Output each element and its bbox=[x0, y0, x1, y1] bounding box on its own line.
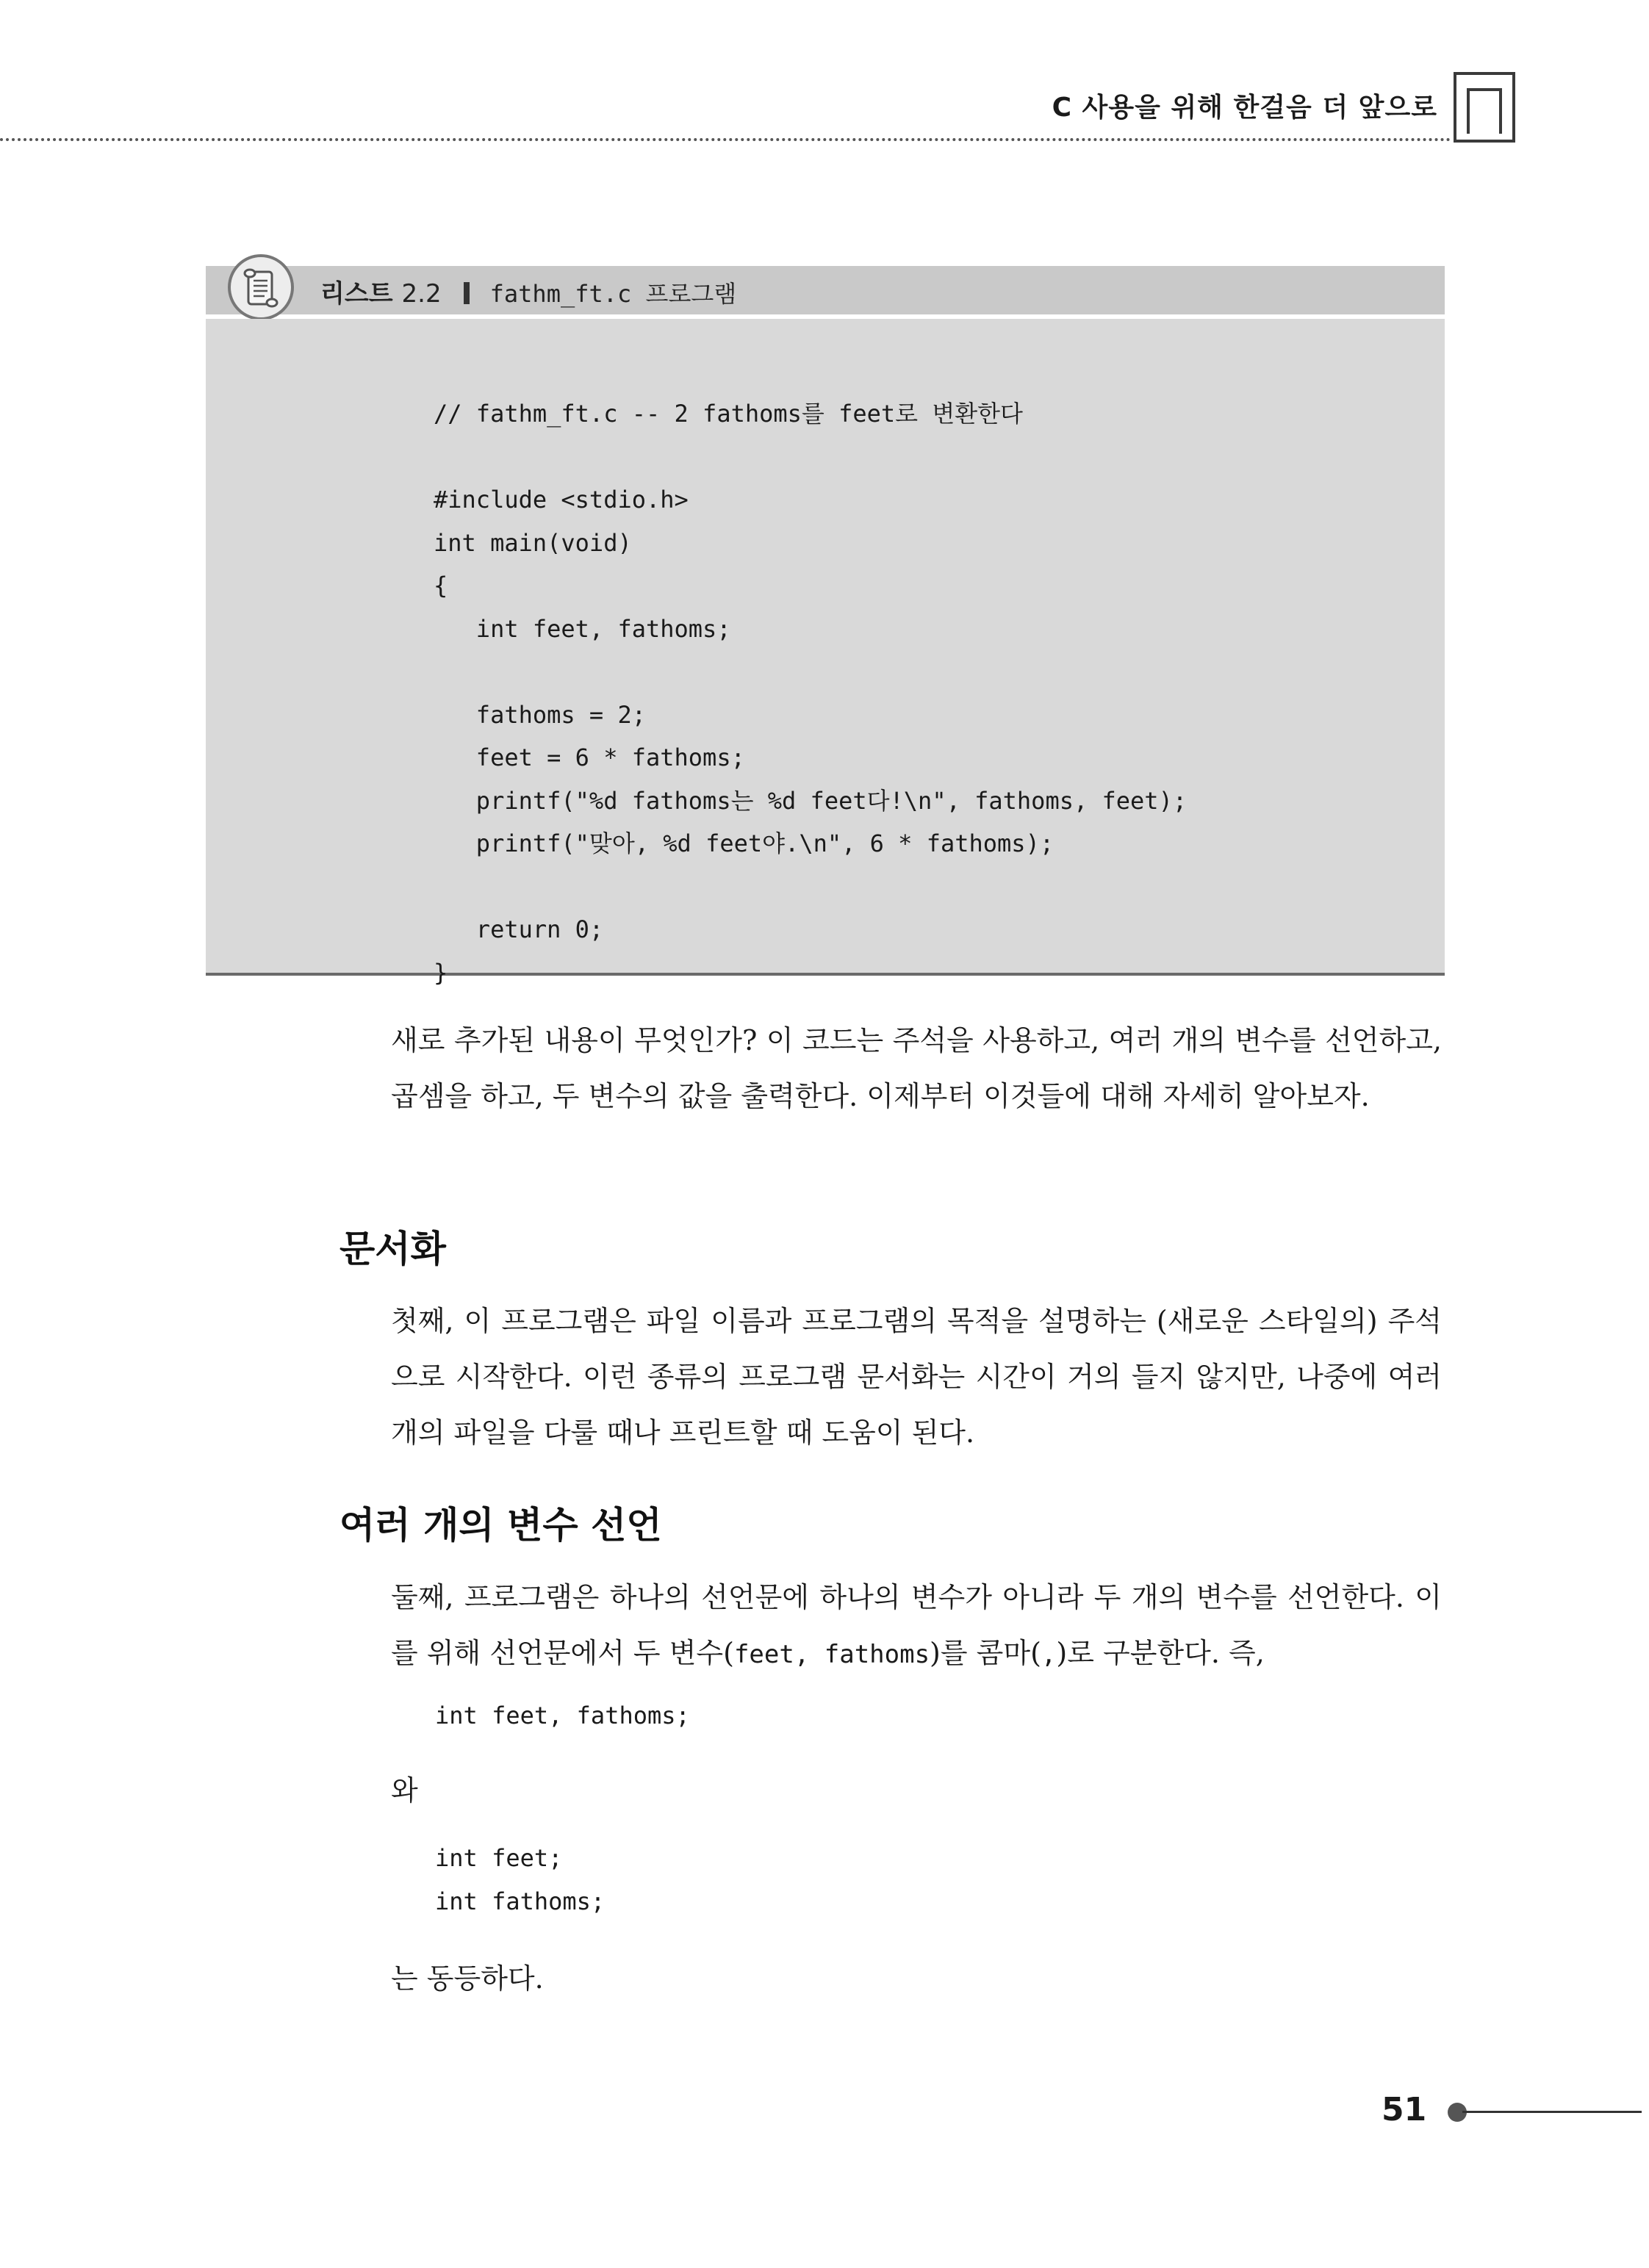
chapter-tab-icon bbox=[1454, 72, 1515, 143]
code-line: { bbox=[434, 572, 448, 600]
section-heading-documentation: 문서화 bbox=[340, 1228, 446, 1270]
code-line: int fathoms; bbox=[435, 1887, 606, 1915]
page-number: 51 bbox=[1382, 2091, 1427, 2128]
code-line: printf("맞아, %d feet야.\n", 6 * fathoms); bbox=[434, 829, 1055, 857]
listing-code-area bbox=[206, 319, 1445, 987]
footer-rule bbox=[1462, 2111, 1642, 2113]
inline-code-comma: , bbox=[1041, 1640, 1057, 1669]
listing-separator bbox=[464, 282, 470, 304]
listing-label bbox=[320, 273, 736, 309]
declarations-text-after: )로 구분한다. 즉, bbox=[1056, 1637, 1265, 1669]
declarations-text-middle: )를 콤마( bbox=[930, 1637, 1041, 1669]
code-line: } bbox=[434, 958, 448, 987]
listing-title-bar bbox=[206, 266, 1445, 314]
code-line: feet = 6 * fathoms; bbox=[434, 744, 745, 771]
scroll-icon bbox=[228, 254, 294, 320]
code-line: int main(void) bbox=[434, 528, 632, 557]
declarations-text-before: 둘째, 프로그램은 하나의 선언문에 하나의 변수가 아니라 두 개의 변수를 선언한다. 이를 위해 선언문에서 두 변수( bbox=[391, 1581, 1442, 1669]
code-line: #include <stdio.h> bbox=[434, 486, 689, 514]
intro-paragraph: 새로 추가된 내용이 무엇인가? 이 코드는 주석을 사용하고, 여러 개의 변수를 선언하고, 곱셈을 하고, 두 변수의 값을 출력한다. 이제부터 이것들에 대해 자세히 알아보자. bbox=[391, 1024, 1442, 1112]
code-line: int feet, fathoms; bbox=[434, 614, 731, 643]
code-line: return 0; bbox=[434, 915, 604, 943]
code-line bbox=[434, 650, 1187, 694]
inline-code-vars: feet, fathoms bbox=[733, 1640, 930, 1669]
section-heading-multiple-declarations: 여러 개의 변수 선언 bbox=[340, 1504, 662, 1547]
code-listing bbox=[206, 266, 1445, 987]
listing-filename: fathm_ft.c 프로그램 bbox=[489, 280, 737, 308]
code-line bbox=[434, 436, 1187, 479]
listing-code bbox=[434, 392, 1187, 994]
code-line: // fathm_ft.c -- 2 fathoms를 feet로 변환한다 bbox=[434, 400, 1023, 428]
code-line: int feet, fathoms; bbox=[435, 1702, 690, 1729]
documentation-paragraph: 첫째, 이 프로그램은 파일 이름과 프로그램의 목적을 설명하는 (새로운 스타일의) 주석으로 시작한다. 이런 종류의 프로그램 문서화는 시간이 거의 들지 않지만, 나중에 여러 개의 파일을 다룰 때나 프린트할 때 도움이 된다. bbox=[391, 1305, 1442, 1449]
code-line bbox=[434, 865, 1187, 909]
code-line: int feet; bbox=[435, 1844, 563, 1872]
declarations-paragraph bbox=[391, 1569, 1442, 1682]
running-header-title: C 사용을 위해 한걸음 더 앞으로 bbox=[1052, 93, 1437, 123]
connector-text: 와 bbox=[391, 1774, 418, 1807]
code-snippet-separate bbox=[435, 1837, 605, 1923]
code-snippet-combined bbox=[435, 1694, 690, 1738]
conclusion-text: 는 동등하다. bbox=[391, 1962, 544, 1995]
listing-number: 2.2 bbox=[401, 279, 442, 309]
header-divider bbox=[0, 138, 1451, 141]
listing-word: 리스트 bbox=[320, 279, 393, 309]
code-line: fathoms = 2; bbox=[434, 700, 646, 729]
code-line: printf("%d fathoms는 %d feet다!\n", fathoms, feet); bbox=[434, 786, 1188, 815]
